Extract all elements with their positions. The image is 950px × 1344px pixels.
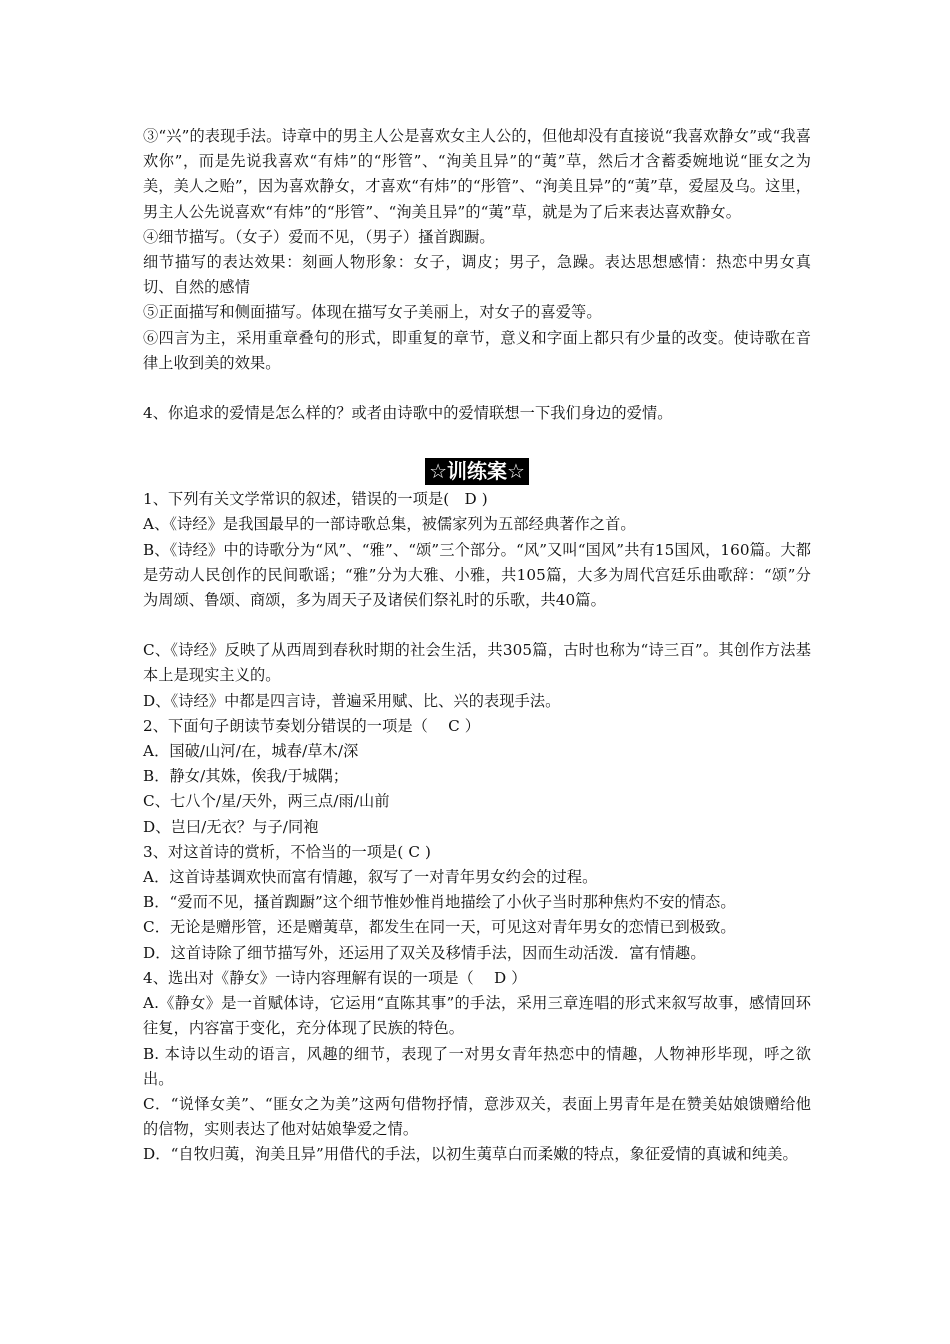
question-option: B．“爱而不见，搔首踟蹰”这个细节惟妙惟肖地描绘了小伙子当时那种焦灼不安的情态。 bbox=[143, 893, 736, 912]
paragraph-direct-indirect: ⑤正面描写和侧面描写。体现在描写女子美丽上，对女子的喜爱等。 bbox=[143, 303, 602, 322]
blank-line bbox=[143, 376, 811, 401]
question-option: D、《诗经》中都是四言诗，普遍采用赋、比、兴的表现手法。 bbox=[143, 691, 561, 710]
blank-line bbox=[143, 613, 811, 638]
question-stem: 4、选出对《静女》一诗内容理解有误的一项是（ D ） bbox=[143, 968, 527, 987]
paragraph-detail-description: ④细节描写。（女子）爱而不见，（男子）搔首踟蹰。 bbox=[143, 227, 495, 246]
question-love-reflection: 4、你追求的爱情是怎么样的？或者由诗歌中的爱情联想一下我们身边的爱情。 bbox=[143, 404, 673, 423]
paragraph-detail-effect: 细节描写的表达效果：刻画人物形象：女子，调皮；男子，急躁。表达思想感情：热恋中男女真切、自然的感情 bbox=[143, 253, 811, 297]
question-option: D．这首诗除了细节描写外，还运用了双关及移情手法，因而生动活泼．富有情趣。 bbox=[143, 943, 706, 962]
question-option: D、岂曰/无衣？与子/同袍 bbox=[143, 817, 319, 836]
question-option: C、七八个/星/天外，两三点/雨/山前 bbox=[143, 792, 390, 811]
question-option: C．无论是赠彤管，还是赠荑草，都发生在同一天，可见这对青年男女的恋情已到极致。 bbox=[143, 918, 736, 937]
page-content bbox=[143, 124, 811, 1168]
question-option: D．“自牧归荑，洵美且异”用借代的手法，以初生荑草白而柔嫩的特点，象征爱情的真诚和纯美。 bbox=[143, 1145, 798, 1164]
question-option: C．“说怿女美”、“匪女之为美”这两句借物抒情，意涉双关，表面上男青年是在赞美姑娘馈赠给他的信物，实则表达了他对姑娘挚爱之情。 bbox=[143, 1094, 811, 1139]
question-option: B、《诗经》中的诗歌分为“风”、“雅”、“颂”三个部分。“风”又叫“国风”共有15国风，160篇。大都是劳动人民创作的民间歌谣；“雅”分为大雅、小雅，共105篇，大多为周代宫廷乐曲歌辞：“颂”分为周颂、鲁颂、商颂，多为周天子及诸侯们祭礼时的乐歌，共40篇。 bbox=[143, 540, 811, 610]
paragraph-four-character: ⑥四言为主，采用重章叠句的形式，即重复的章节，意义和字面上都只有少量的改变。使诗歌在音律上收到美的效果。 bbox=[143, 328, 811, 372]
question-option: B．静女/其姝，俟我/于城隅； bbox=[143, 767, 349, 786]
question-option: C、《诗经》反映了从西周到春秋时期的社会生活，共305篇，古时也称为“诗三百”。其创作方法基本上是现实主义的。 bbox=[143, 641, 811, 685]
question-option: B. 本诗以生动的语言，风趣的细节，表现了一对男女青年热恋中的情趣，人物神形毕现，呼之欲出。 bbox=[143, 1044, 811, 1088]
question-stem: 1、下列有关文学常识的叙述，错误的一项是( D ) bbox=[143, 490, 488, 509]
question-option: A、《诗经》是我国最早的一部诗歌总集，被儒家列为五部经典著作之首。 bbox=[143, 515, 636, 534]
paragraph-xing-technique: ③“兴”的表现手法。诗章中的男主人公是喜欢女主人公的，但他却没有直接说“我喜欢静女”或“我喜欢你”，而是先说我喜欢“有炜”的“彤管”、“洵美且异”的“荑”草，然后才含蓄委婉地说“匪女之为美，美人之贻”，因为喜欢静女，才喜欢“有炜”的“彤管”、“洵美且异”的“荑”草，爱屋及乌。这里，男主人公先说喜欢“有炜”的“彤管”、“洵美且异”的“荑”草，就是为了后来表达喜欢静女。 bbox=[143, 127, 811, 221]
question-stem: 3、对这首诗的赏析，不恰当的一项是( C ) bbox=[143, 842, 431, 861]
section-heading: ☆训练案☆ bbox=[425, 458, 529, 485]
question-option: A．这首诗基调欢快而富有情趣，叙写了一对青年男女约会的过程。 bbox=[143, 868, 598, 887]
blank-line bbox=[143, 426, 811, 458]
question-option: A.《静女》是一首赋体诗，它运用“直陈其事”的手法，采用三章连唱的形式来叙写故事，感情回环往复，内容富于变化，充分体现了民族的特色。 bbox=[143, 994, 811, 1038]
question-option: A．国破/山河/在，城春/草木/深 bbox=[143, 742, 359, 761]
question-stem: 2、下面句子朗读节奏划分错误的一项是（ C ） bbox=[143, 716, 481, 735]
section-heading-wrap bbox=[143, 458, 811, 485]
